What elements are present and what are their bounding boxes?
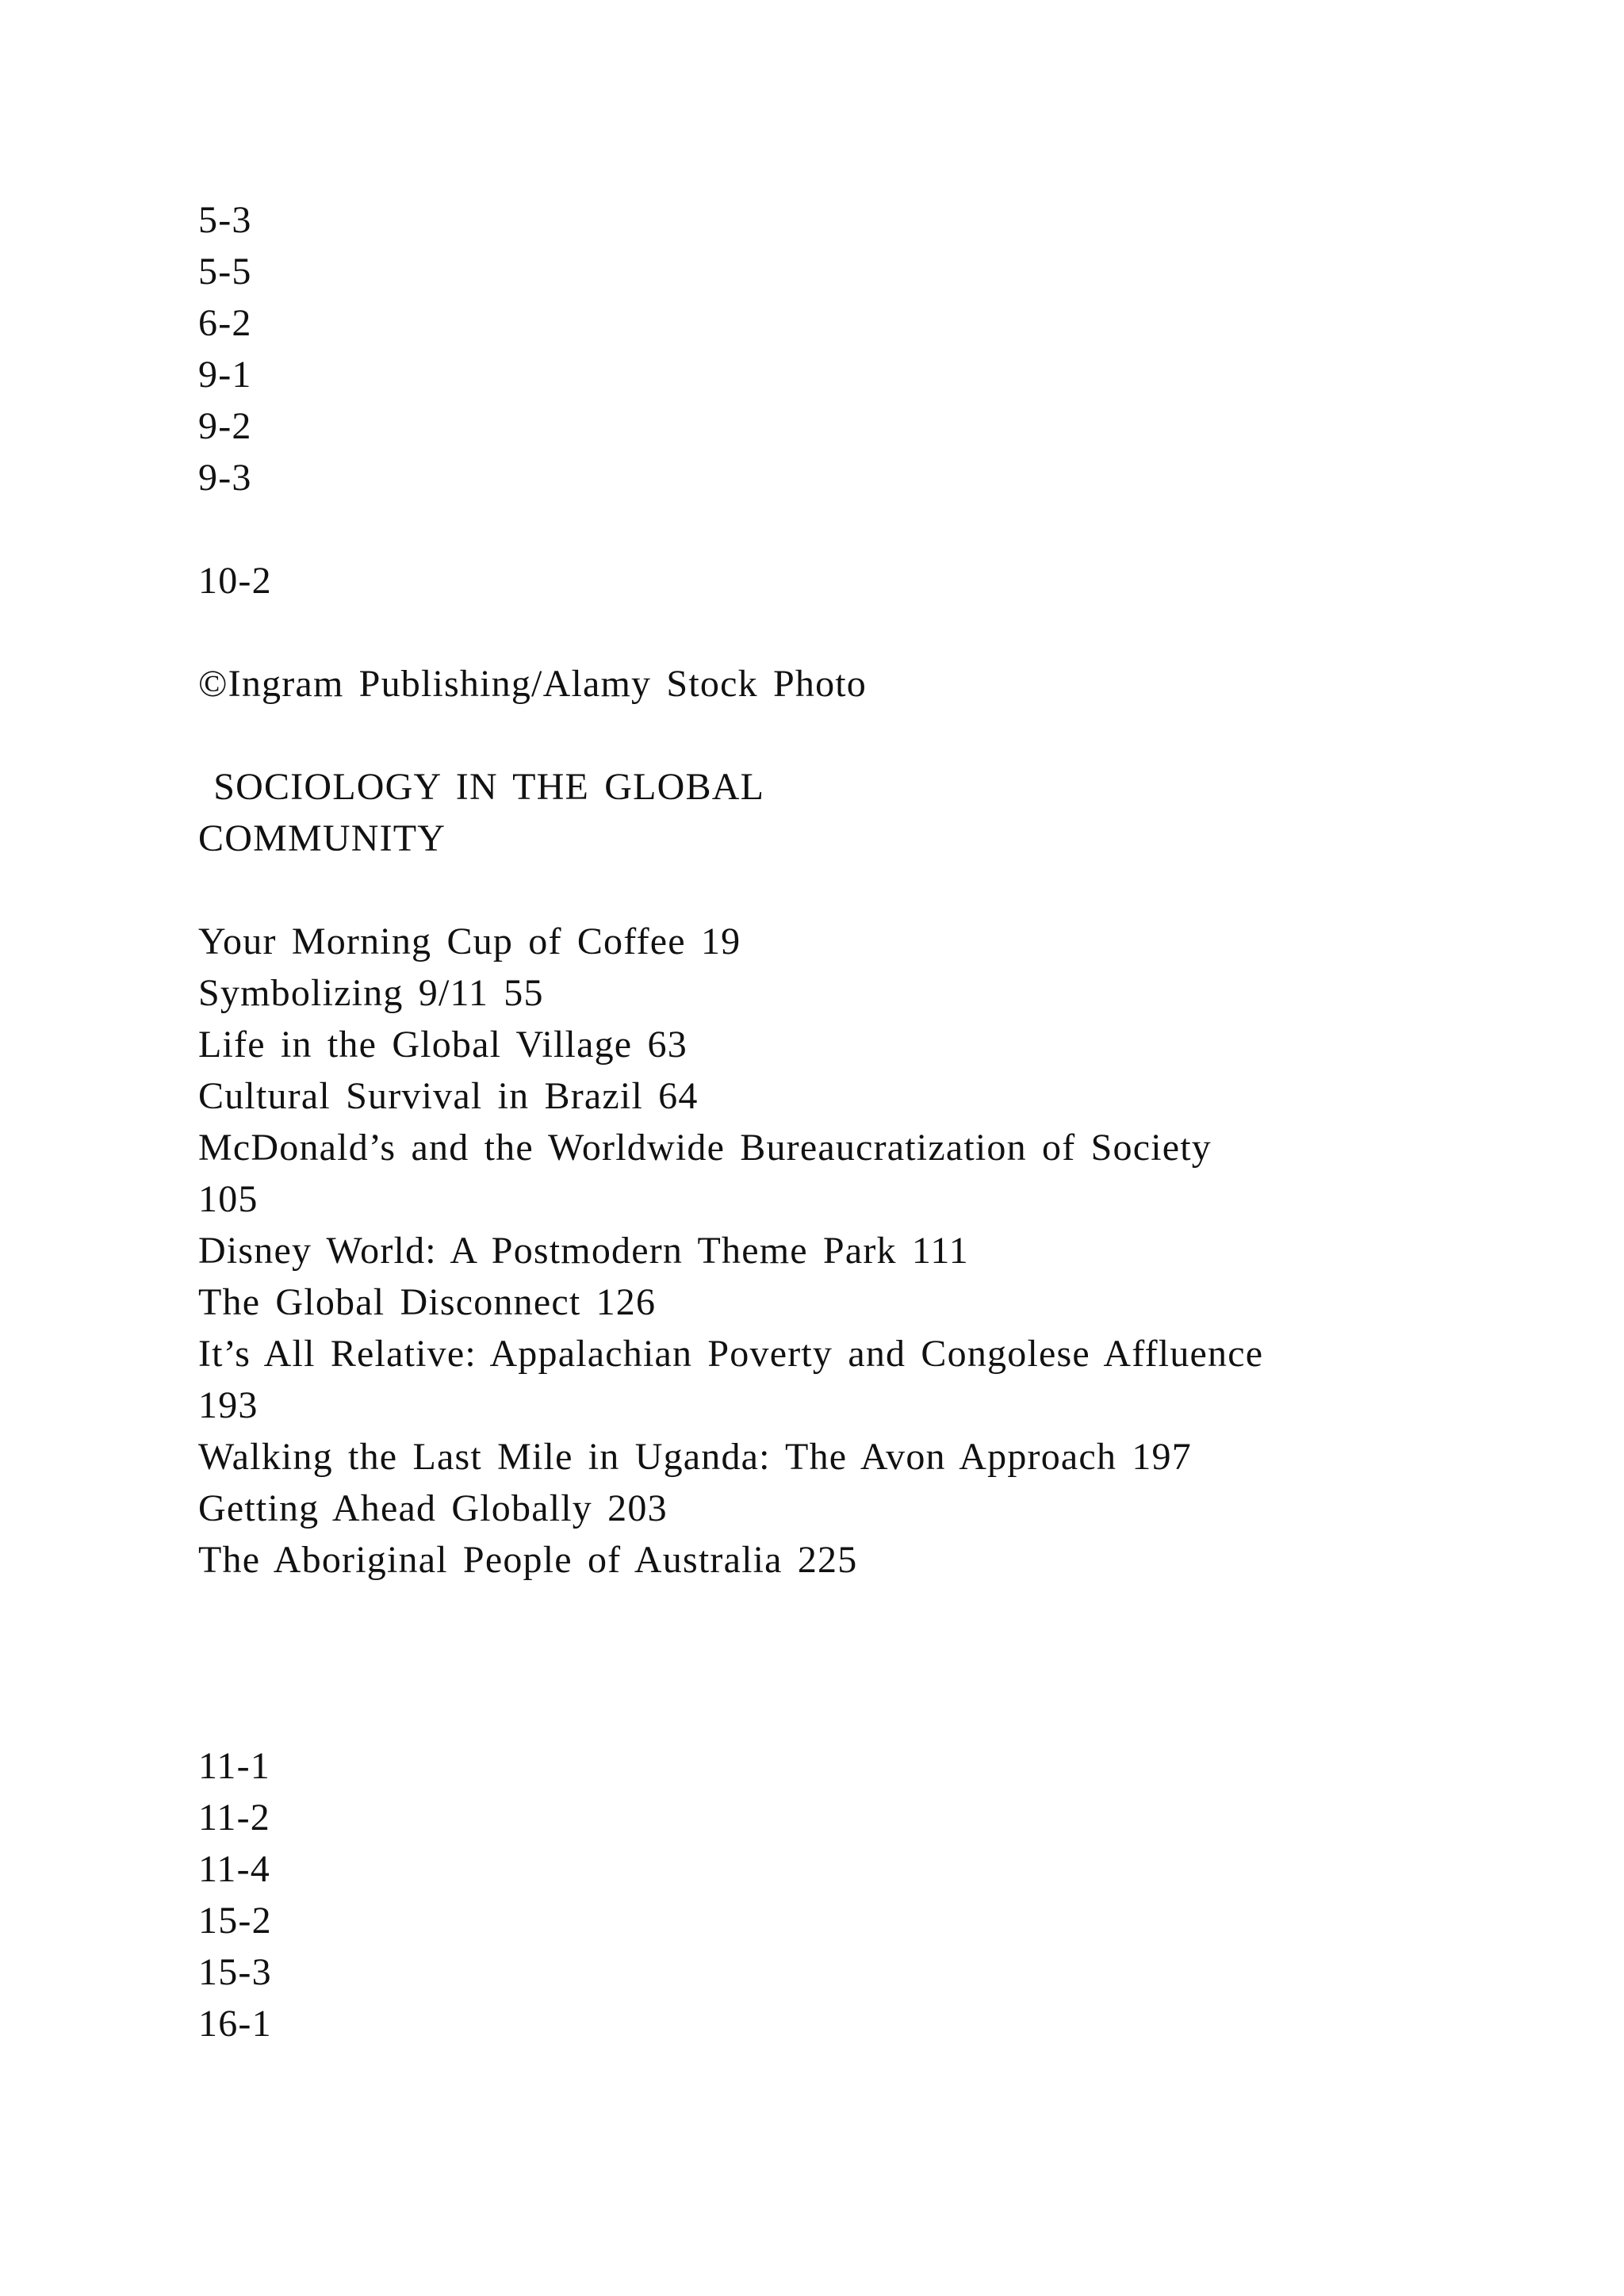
toc-entry: The Global Disconnect 126 xyxy=(198,1281,657,1323)
section-heading-line-1: SOCIOLOGY IN THE GLOBAL xyxy=(198,766,765,808)
photo-credit: ©Ingram Publishing/Alamy Stock Photo xyxy=(198,663,868,705)
figure-ref-11-1: 11-1 xyxy=(198,1745,271,1787)
figure-ref-5-5: 5-5 xyxy=(198,251,252,293)
toc-entry-page-number: 193 xyxy=(198,1384,259,1426)
toc-entry-page-number: 105 xyxy=(198,1178,259,1220)
toc-entry: The Aboriginal People of Australia 225 xyxy=(198,1539,858,1581)
figure-ref-9-2: 9-2 xyxy=(198,405,252,447)
toc-entry: Disney World: A Postmodern Theme Park 111 xyxy=(198,1230,969,1272)
figure-ref-15-2: 15-2 xyxy=(198,1900,272,1942)
toc-entry: Symbolizing 9/11 55 xyxy=(198,972,544,1014)
toc-entry: It’s All Relative: Appalachian Poverty and Congolese Affluence xyxy=(198,1333,1264,1375)
figure-ref-9-1: 9-1 xyxy=(198,354,252,396)
toc-entry: Your Morning Cup of Coffee 19 xyxy=(198,920,741,962)
figure-ref-11-2: 11-2 xyxy=(198,1797,271,1839)
figure-ref-16-1: 16-1 xyxy=(198,2003,272,2045)
figure-ref-6-2: 6-2 xyxy=(198,302,252,344)
figure-ref-5-3: 5-3 xyxy=(198,199,252,241)
figure-ref-15-3: 15-3 xyxy=(198,1951,272,1993)
figure-ref-10-2: 10-2 xyxy=(198,560,272,602)
toc-entry: Getting Ahead Globally 203 xyxy=(198,1487,668,1529)
figure-ref-9-3: 9-3 xyxy=(198,457,252,499)
toc-entry: McDonald’s and the Worldwide Bureaucratization of Society xyxy=(198,1127,1212,1169)
figure-ref-11-4: 11-4 xyxy=(198,1848,271,1890)
section-heading-line-2: COMMUNITY xyxy=(198,817,446,859)
toc-entry: Cultural Survival in Brazil 64 xyxy=(198,1075,699,1117)
toc-entry: Walking the Last Mile in Uganda: The Avon Approach 197 xyxy=(198,1436,1192,1478)
toc-entry: Life in the Global Village 63 xyxy=(198,1024,688,1066)
